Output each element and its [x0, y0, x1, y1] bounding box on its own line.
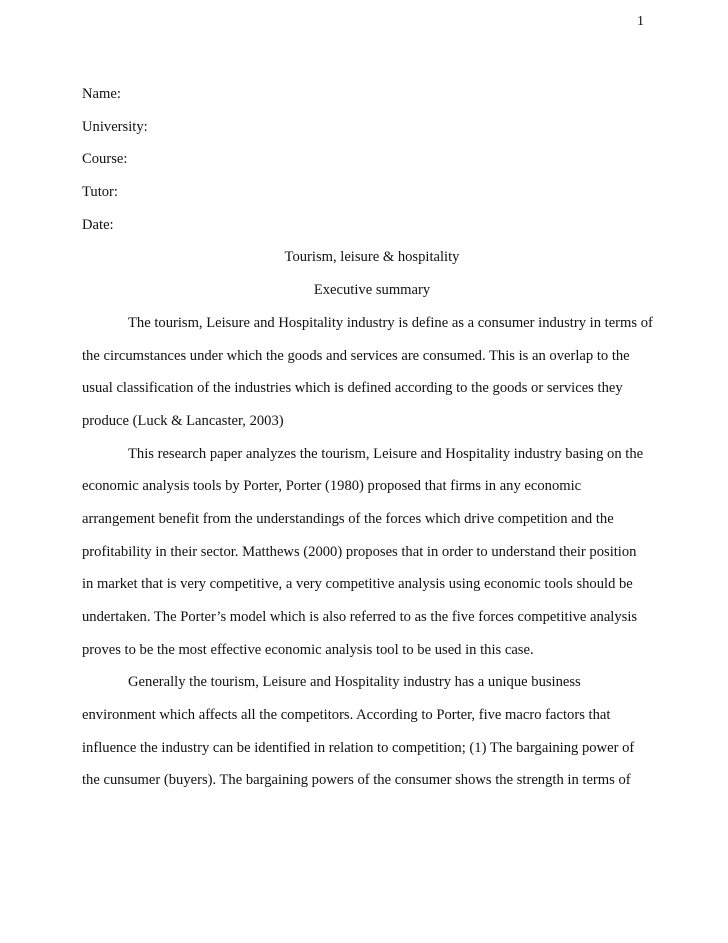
- paragraph-2: [82, 444, 662, 673]
- paragraph-line: economic analysis tools by Porter, Porter (1980) proposed that firms in any economic: [82, 478, 582, 495]
- document-title: Tourism, leisure & hospitality: [284, 249, 460, 266]
- paragraph-line: the circumstances under which the goods and services are consumed. This is an overlap to the: [82, 347, 630, 364]
- paragraph-line: arrangement benefit from the understandings of the forces which drive competition and the: [82, 510, 614, 527]
- name-field: Name:: [82, 86, 121, 102]
- tutor-field: Tutor:: [82, 184, 118, 201]
- paragraph-line: undertaken. The Porter’s model which is also referred to as the five forces competitive analysis: [82, 609, 638, 625]
- paragraph-line: environment which affects all the competitors. According to Porter, five macro factors that: [82, 707, 611, 724]
- paragraph-line: The tourism, Leisure and Hospitality industry is define as a consumer industry in terms of: [128, 314, 653, 331]
- university-field: University:: [82, 118, 148, 135]
- section-heading: Executive summary: [313, 282, 431, 299]
- document-body: [82, 84, 662, 803]
- paragraph-line: profitability in their sector. Matthews (2000) proposes that in order to understand their position: [82, 543, 637, 560]
- course-field: Course:: [82, 151, 128, 168]
- paragraph-3: [82, 672, 662, 803]
- paragraph-line: the cunsumer (buyers). The bargaining powers of the consumer shows the strength in terms of: [82, 772, 631, 789]
- paragraph-line: produce (Luck & Lancaster, 2003): [82, 412, 284, 429]
- paragraph-line: in market that is very competitive, a very competitive analysis using economic tools should be: [82, 576, 633, 593]
- paragraph-line: This research paper analyzes the tourism, Leisure and Hospitality industry basing on the: [128, 445, 644, 462]
- date-field: Date:: [82, 216, 114, 233]
- paragraph-line: proves to be the most effective economic analysis tool to be used in this case.: [82, 641, 534, 658]
- paragraph-line: usual classification of the industries which is defined according to the goods or services they: [82, 380, 623, 397]
- page-number: 1: [637, 14, 644, 29]
- paragraph-line: influence the industry can be identified in relation to competition; (1) The bargaining power of: [82, 739, 635, 756]
- paragraph-1: [82, 313, 662, 444]
- paragraph-line: Generally the tourism, Leisure and Hospitality industry has a unique business: [128, 674, 581, 691]
